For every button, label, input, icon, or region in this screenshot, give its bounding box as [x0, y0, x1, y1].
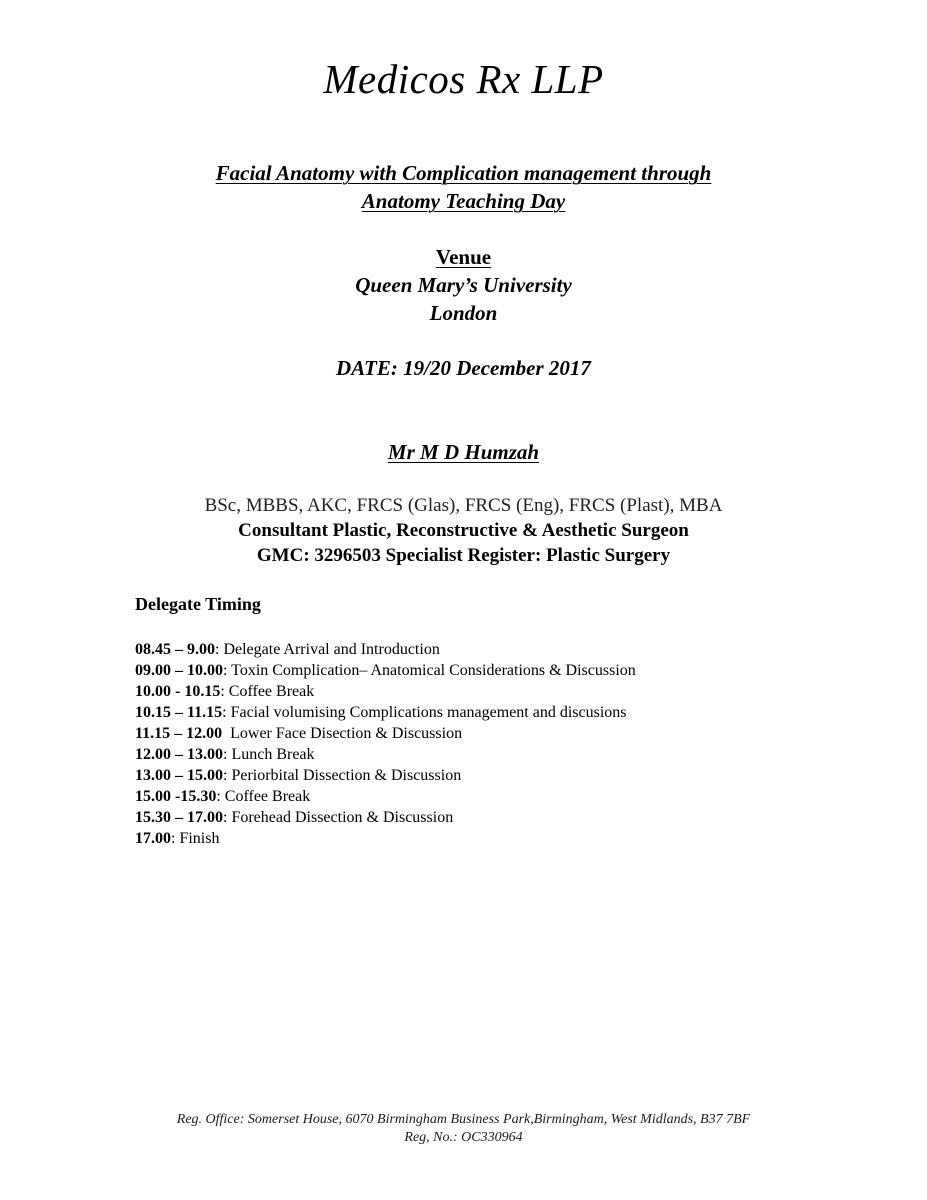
schedule-desc: : Toxin Complication– Anatomical Considerations & Discussion: [223, 662, 636, 679]
schedule-desc: : Forehead Dissection & Discussion: [223, 809, 454, 826]
schedule-item: [135, 723, 895, 744]
schedule-item: [135, 702, 895, 723]
venue-city: London: [429, 301, 498, 325]
schedule-time: 17.00: [135, 830, 171, 847]
surgeon-qualifications: BSc, MBBS, AKC, FRCS (Glas), FRCS (Eng), FRCS (Plast), MBA: [204, 495, 723, 516]
schedule-time: 15.30 – 17.00: [135, 809, 223, 826]
schedule-time: 13.00 – 15.00: [135, 767, 223, 784]
course-title-line-1: Facial Anatomy with Complication management through: [215, 161, 712, 185]
venue-heading: Venue: [435, 245, 492, 269]
venue-block: [0, 243, 927, 327]
schedule-desc: : Finish: [171, 830, 220, 847]
schedule-time: 09.00 – 10.00: [135, 662, 223, 679]
surgeon-role: Consultant Plastic, Reconstructive & Aesthetic Surgeon: [238, 520, 689, 541]
surgeon-registration: GMC: 3296503 Specialist Register: Plastic Surgery: [256, 545, 671, 566]
schedule-desc: : Periorbital Dissection & Discussion: [223, 767, 462, 784]
schedule-desc: : Delegate Arrival and Introduction: [215, 641, 440, 658]
footer-registration-number: Reg, No.: OC330964: [404, 1130, 523, 1145]
schedule-desc: : Coffee Break: [220, 683, 315, 700]
schedule-time: 08.45 – 9.00: [135, 641, 215, 658]
course-title: [0, 159, 927, 215]
schedule-item: [135, 744, 895, 765]
schedule-desc: Lower Face Disection & Discussion: [222, 725, 463, 742]
schedule-time: 11.15 – 12.00: [135, 725, 223, 742]
schedule-item: [135, 765, 895, 786]
company-name: Medicos Rx LLP: [323, 56, 604, 102]
footer-office-address: Reg. Office: Somerset House, 6070 Birmingham Business Park,Birmingham, West Midlands, B37 7BF: [176, 1112, 751, 1127]
schedule-item: [135, 681, 895, 702]
schedule-desc: : Coffee Break: [216, 788, 311, 805]
schedule-item: [135, 807, 895, 828]
schedule-item: [135, 828, 895, 849]
footer: [0, 1111, 927, 1147]
schedule-time: 12.00 – 13.00: [135, 746, 223, 763]
course-title-line-2: Anatomy Teaching Day: [361, 189, 566, 213]
schedule-item: [135, 639, 895, 660]
surgeon-credentials: [0, 493, 927, 568]
surgeon-name: Mr M D Humzah: [387, 440, 540, 464]
schedule-time: 10.15 – 11.15: [135, 704, 223, 721]
schedule-desc: : Lunch Break: [223, 746, 315, 763]
schedule-item: [135, 660, 895, 681]
schedule-item: [135, 786, 895, 807]
schedule-time: 15.00 -15.30: [135, 788, 217, 805]
schedule-desc: : Facial volumising Complications management and discusions: [222, 704, 627, 721]
schedule-list: [135, 639, 895, 849]
schedule-time: 10.00 - 10.15: [135, 683, 221, 700]
surgeon-name-block: [0, 438, 927, 466]
event-date: DATE: 19/20 December 2017: [336, 356, 591, 380]
timing-heading: Delegate Timing: [135, 594, 261, 614]
venue-name: Queen Mary’s University: [355, 273, 572, 297]
